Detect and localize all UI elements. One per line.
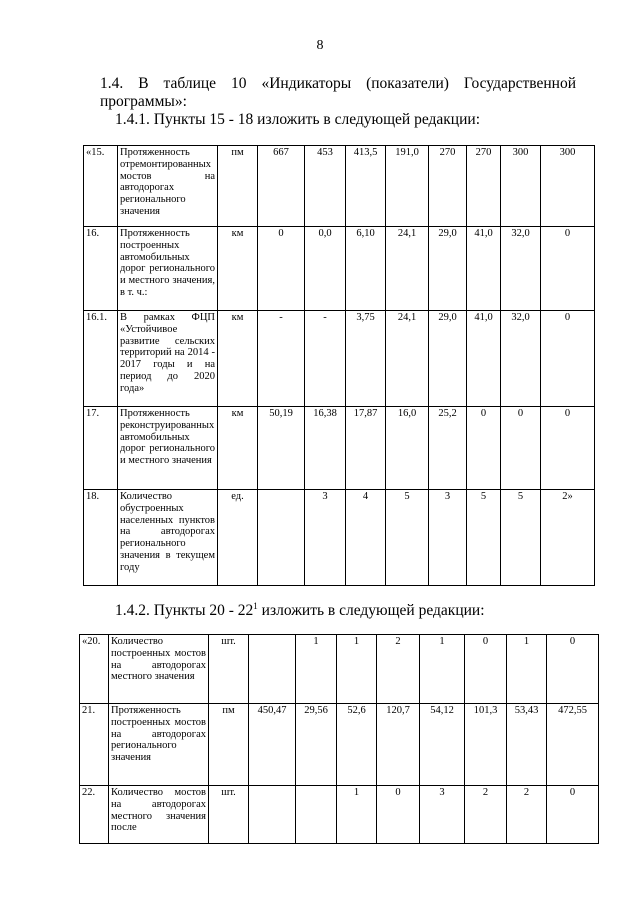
value-cell: 1 xyxy=(420,635,465,704)
table-row xyxy=(84,490,595,586)
paragraph-1-4-1: 1.4.1. Пункты 15 - 18 изложить в следующей редакции: xyxy=(115,111,480,128)
row-number-cell: 22. xyxy=(80,786,109,844)
unit-cell: км xyxy=(218,311,258,407)
value-cell: 0 xyxy=(541,227,595,311)
value-cell: 53,43 xyxy=(507,704,547,786)
value-cell: - xyxy=(305,311,346,407)
value-cell xyxy=(249,786,296,844)
indicators-table-1 xyxy=(83,145,595,586)
value-cell: 120,7 xyxy=(377,704,420,786)
value-cell: 0 xyxy=(258,227,305,311)
table-row xyxy=(80,786,599,844)
value-cell: 54,12 xyxy=(420,704,465,786)
value-cell: 101,3 xyxy=(465,704,507,786)
value-cell: 0 xyxy=(467,407,501,490)
value-cell: 4 xyxy=(346,490,386,586)
value-cell: 5 xyxy=(467,490,501,586)
value-cell: 2 xyxy=(465,786,507,844)
value-cell: 6,10 xyxy=(346,227,386,311)
value-cell: 32,0 xyxy=(501,227,541,311)
paragraph-1-4: 1.4. В таблице 10 «Индикаторы (показатели) Государственной программы»: xyxy=(100,75,576,110)
value-cell: 3 xyxy=(429,490,467,586)
indicators-table-2 xyxy=(79,634,599,844)
value-cell: 300 xyxy=(541,146,595,227)
paragraph-1-4-2 xyxy=(115,602,485,620)
value-cell: 2» xyxy=(541,490,595,586)
unit-cell: пм xyxy=(209,704,249,786)
value-cell: 29,0 xyxy=(429,311,467,407)
value-cell: 25,2 xyxy=(429,407,467,490)
value-cell: 41,0 xyxy=(467,227,501,311)
value-cell: 17,87 xyxy=(346,407,386,490)
unit-cell: пм xyxy=(218,146,258,227)
page-number: 8 xyxy=(316,38,324,53)
value-cell: 191,0 xyxy=(386,146,429,227)
value-cell: 16,38 xyxy=(305,407,346,490)
value-cell: 0 xyxy=(465,635,507,704)
table-row xyxy=(80,635,599,704)
value-cell: 0 xyxy=(541,407,595,490)
unit-cell: км xyxy=(218,407,258,490)
value-cell: 32,0 xyxy=(501,311,541,407)
value-cell: 1 xyxy=(337,635,377,704)
superscript-marker: 1 xyxy=(253,600,258,611)
row-number-cell: 17. xyxy=(84,407,118,490)
value-cell: 50,19 xyxy=(258,407,305,490)
unit-cell: шт. xyxy=(209,635,249,704)
value-cell: 3 xyxy=(305,490,346,586)
table-row xyxy=(80,704,599,786)
indicator-name-cell: Протяженность построенных мостов на автодорогах регионального значения xyxy=(109,704,209,786)
value-cell xyxy=(258,490,305,586)
value-cell: 1 xyxy=(507,635,547,704)
table-row xyxy=(84,146,595,227)
value-cell: - xyxy=(258,311,305,407)
value-cell: 2 xyxy=(377,635,420,704)
value-cell: 0,0 xyxy=(305,227,346,311)
row-number-cell: 18. xyxy=(84,490,118,586)
value-cell: 52,6 xyxy=(337,704,377,786)
value-cell: 3,75 xyxy=(346,311,386,407)
value-cell: 29,0 xyxy=(429,227,467,311)
table-row xyxy=(84,227,595,311)
row-number-cell: «20. xyxy=(80,635,109,704)
value-cell: 453 xyxy=(305,146,346,227)
table-row xyxy=(84,311,595,407)
value-cell: 29,56 xyxy=(296,704,337,786)
value-cell: 5 xyxy=(501,490,541,586)
row-number-cell: 16. xyxy=(84,227,118,311)
value-cell: 5 xyxy=(386,490,429,586)
value-cell: 3 xyxy=(420,786,465,844)
value-cell: 270 xyxy=(429,146,467,227)
unit-cell: шт. xyxy=(209,786,249,844)
row-number-cell: 21. xyxy=(80,704,109,786)
value-cell: 24,1 xyxy=(386,227,429,311)
value-cell: 16,0 xyxy=(386,407,429,490)
indicator-name-cell: Протяженность отремонтированных мостов на автодорогах регионального значения xyxy=(118,146,218,227)
indicator-name-cell: Протяженность построенных автомобильных дорог регионального и местного значения, в т. ч.: xyxy=(118,227,218,311)
indicator-name-cell: В рамках ФЦП «Устойчивое развитие сельских территорий на 2014 - 2017 годы и на период до 2020 года» xyxy=(118,311,218,407)
value-cell: 0 xyxy=(501,407,541,490)
value-cell: 0 xyxy=(377,786,420,844)
value-cell: 0 xyxy=(547,786,599,844)
value-cell: 667 xyxy=(258,146,305,227)
value-cell: 24,1 xyxy=(386,311,429,407)
table-row xyxy=(84,407,595,490)
paragraph-1-4-2-text-end: изложить в следующей редакции: xyxy=(257,602,485,619)
indicator-name-cell: Количество построенных мостов на автодорогах местного значения xyxy=(109,635,209,704)
value-cell xyxy=(249,635,296,704)
value-cell: 41,0 xyxy=(467,311,501,407)
value-cell xyxy=(296,786,337,844)
value-cell: 2 xyxy=(507,786,547,844)
value-cell: 472,55 xyxy=(547,704,599,786)
indicator-name-cell: Протяженность реконструированных автомобильных дорог регионального и местного значения xyxy=(118,407,218,490)
value-cell: 1 xyxy=(337,786,377,844)
value-cell: 0 xyxy=(547,635,599,704)
row-number-cell: «15. xyxy=(84,146,118,227)
unit-cell: км xyxy=(218,227,258,311)
value-cell: 270 xyxy=(467,146,501,227)
value-cell: 450,47 xyxy=(249,704,296,786)
unit-cell: ед. xyxy=(218,490,258,586)
indicator-name-cell: Количество мостов на автодорогах местного значения после xyxy=(109,786,209,844)
row-number-cell: 16.1. xyxy=(84,311,118,407)
paragraph-1-4-2-text: 1.4.2. Пункты 20 - 22 xyxy=(115,602,254,619)
value-cell: 1 xyxy=(296,635,337,704)
value-cell: 0 xyxy=(541,311,595,407)
indicator-name-cell: Количество обустроенных населенных пунктов на автодорогах регионального значения в текущем году xyxy=(118,490,218,586)
value-cell: 300 xyxy=(501,146,541,227)
value-cell: 413,5 xyxy=(346,146,386,227)
